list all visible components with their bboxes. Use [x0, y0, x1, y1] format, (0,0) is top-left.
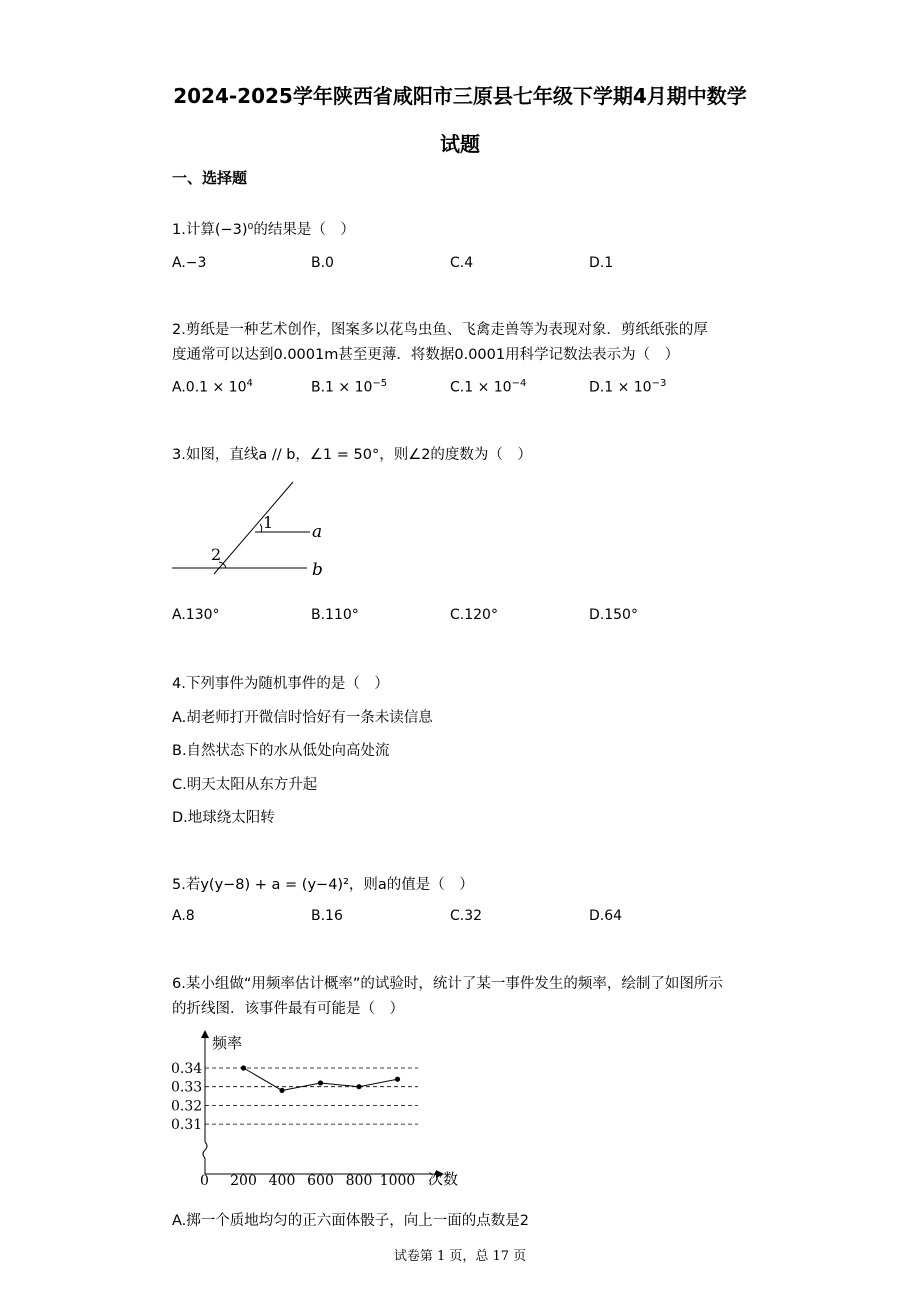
question-2-stem-line-2: 度通常可以达到0.0001m甚至更薄．将数据0.0001用科学记数法表示为（ ）: [172, 347, 680, 363]
page-footer: 试卷第 1 页，总 17 页: [393, 1249, 527, 1264]
x-tick-label: 600: [307, 1173, 334, 1189]
q3-option-d: D.150°: [589, 607, 638, 623]
question-4-stem: 4.下列事件为随机事件的是（ ）: [172, 676, 389, 692]
y-tick-label: 0.31: [171, 1117, 203, 1134]
x-tick-label: 800: [345, 1173, 373, 1189]
q4-option-c: C.明天太阳从东方升起: [172, 777, 318, 793]
page-title-line-1: 2024-2025学年陕西省咸阳市三原县七年级下学期4月期中数学: [173, 84, 747, 108]
question-6-stem-line-1: 6.某小组做“用频率估计概率”的试验时，统计了某一事件发生的频率，绘制了如图所示: [172, 976, 723, 992]
angle-2-label: 2: [211, 545, 222, 564]
section-heading: 一、选择题: [172, 169, 248, 187]
y-axis-title: 频率: [212, 1034, 243, 1052]
q2-option-b: [311, 378, 387, 396]
x-tick-label: 1000: [379, 1173, 416, 1189]
x-axis-title: 次数: [428, 1170, 459, 1188]
line-b-label: b: [312, 560, 323, 580]
question-6-stem-line-2: 的折线图．该事件最有可能是（ ）: [172, 1001, 404, 1017]
parallel-lines-figure: [165, 478, 345, 583]
y-tick-label: 0.34: [171, 1061, 203, 1077]
q2-option-b-base: B.1 × 10: [311, 379, 373, 396]
y-tick-label: 0.32: [171, 1098, 203, 1115]
q5-option-c: C.32: [450, 908, 483, 924]
angle-1-arc: [260, 524, 262, 532]
q5-option-d: D.64: [589, 908, 623, 924]
question-2-stem-line-1: 2.剪纸是一种艺术创作，图案多以花鸟虫鱼、飞禽走兽等为表现对象．剪纸纸张的厚: [172, 322, 708, 338]
q2-option-c-exponent: −4: [511, 378, 527, 389]
line-a-label: a: [312, 522, 323, 542]
angle-1-label: 1: [263, 513, 274, 532]
origin-label: 0: [200, 1173, 209, 1189]
q4-option-b: B.自然状态下的水从低处向高处流: [172, 743, 390, 759]
q3-option-b: B.110°: [311, 607, 359, 623]
data-point: [318, 1080, 323, 1085]
x-tick-label: 200: [230, 1173, 257, 1189]
q5-option-a: A.8: [172, 908, 195, 924]
q2-option-c-base: C.1 × 10: [450, 379, 512, 396]
data-point: [395, 1077, 400, 1082]
data-point: [356, 1084, 361, 1089]
y-axis-break: [203, 1142, 207, 1158]
q1-option-a: A.−3: [172, 255, 207, 271]
q5-option-b: B.16: [311, 908, 343, 924]
q1-option-b: B.0: [311, 255, 334, 271]
q4-option-a: A.胡老师打开微信时恰好有一条未读信息: [172, 710, 433, 726]
q6-option-a: A.掷一个质地均匀的正六面体骰子，向上一面的点数是2: [172, 1213, 529, 1229]
q1-option-d: D.1: [589, 255, 614, 271]
q3-option-c: C.120°: [450, 607, 498, 623]
page-title-line-2: 试题: [440, 132, 480, 156]
question-5-stem: 5.若y(y−8) + a = (y−4)²，则a的值是（ ）: [172, 877, 474, 893]
q3-option-a: A.130°: [172, 607, 220, 623]
x-tick-label: 400: [268, 1173, 296, 1189]
y-tick-label: 0.33: [171, 1079, 203, 1096]
data-point: [241, 1065, 246, 1070]
frequency-line-chart: [160, 1022, 470, 1194]
q4-option-d: D.地球绕太阳转: [172, 810, 275, 826]
question-1-stem: 1.计算(−3)⁰的结果是（ ）: [172, 222, 355, 238]
q2-option-a-exponent: 4: [246, 378, 253, 389]
q2-option-a-base: A.0.1 × 10: [172, 379, 247, 396]
data-point: [279, 1088, 284, 1093]
q2-option-d: [589, 378, 666, 396]
q2-option-b-exponent: −5: [372, 378, 388, 389]
question-3-stem: 3.如图，直线a // b，∠1 = 50°，则∠2的度数为（ ）: [172, 447, 532, 463]
q1-option-c: C.4: [450, 255, 474, 271]
q2-option-d-base: D.1 × 10: [589, 379, 652, 396]
q2-option-d-exponent: −3: [651, 378, 667, 389]
q2-option-a: [172, 378, 253, 396]
q2-option-c: [450, 378, 526, 396]
transversal-line: [214, 482, 293, 574]
